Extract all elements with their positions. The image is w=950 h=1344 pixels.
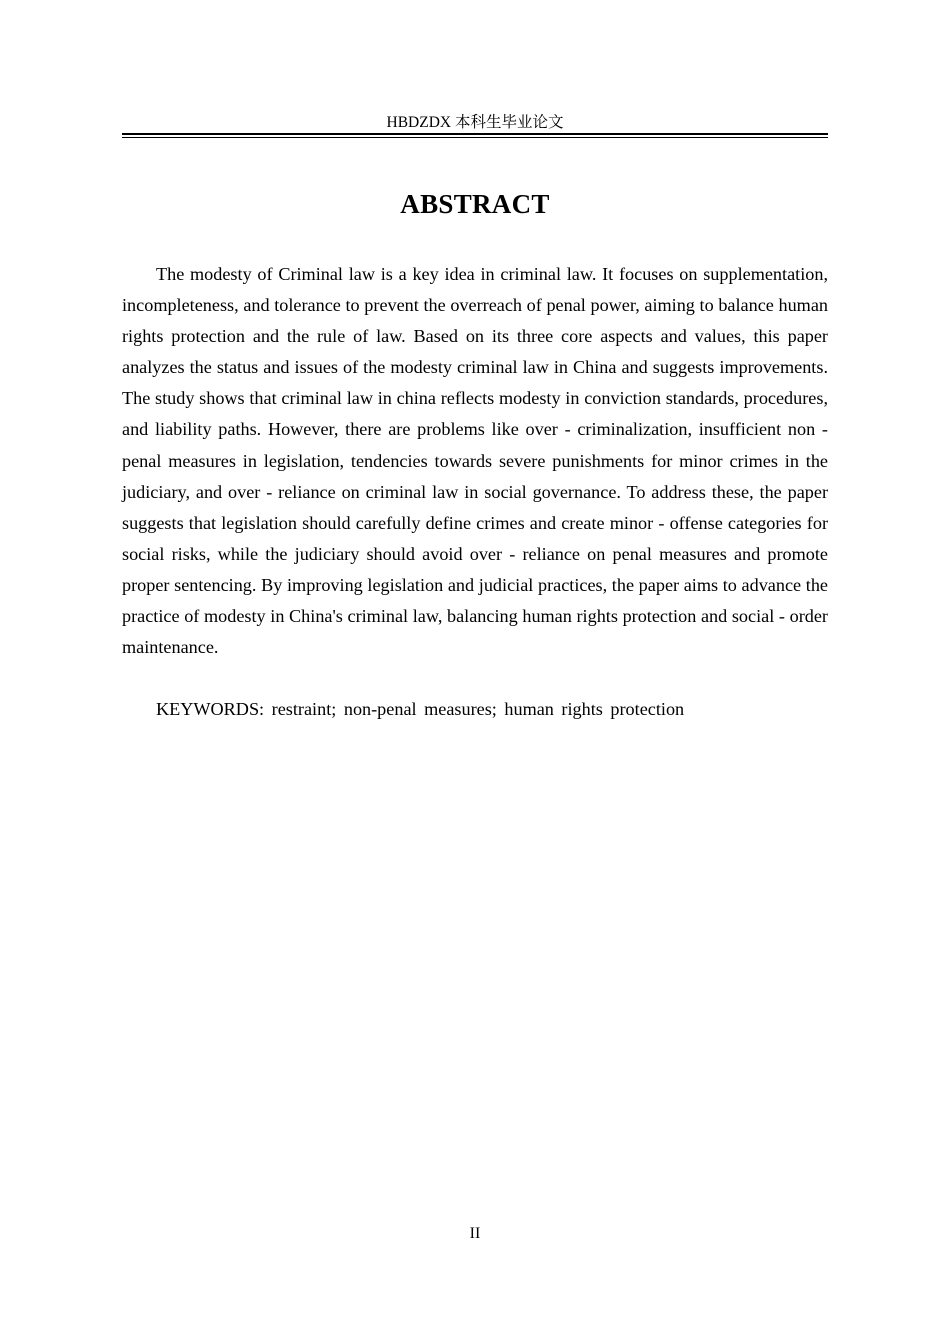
abstract-paragraph: The modesty of Criminal law is a key idea in criminal law. It focuses on supplementation, incompleteness, and tolerance to prevent the overreach of penal power, aiming to balance human rights protection and the rule of law. Based on its three core aspects and values, this paper analyzes the status and issues of the modesty criminal law in China and suggests improvements. The study shows that criminal law in china reflects modesty in conviction standards, procedures, and liability paths. However, there are problems like over - criminalization, insufficient non - penal measures in legislation, tendencies towards severe punishments for minor crimes in the judiciary, and over - reliance on criminal law in social governance. To address these, the paper suggests that legislation should carefully define crimes and create minor - offense categories for social risks, while the judiciary should avoid over - reliance on penal measures and promote proper sentencing. By improving legislation and judicial practices, the paper aims to advance the practice of modesty in China's criminal law, balancing human rights protection and social - order maintenance. [122, 264, 828, 658]
running-header: HBDZDX 本科生毕业论文 [386, 114, 564, 131]
keywords-line: KEYWORDS: restraint; non-penal measures; human rights protection [156, 699, 685, 719]
page-number: II [469, 1225, 481, 1242]
abstract-title: ABSTRACT [400, 189, 550, 219]
header-double-rule [122, 133, 828, 138]
